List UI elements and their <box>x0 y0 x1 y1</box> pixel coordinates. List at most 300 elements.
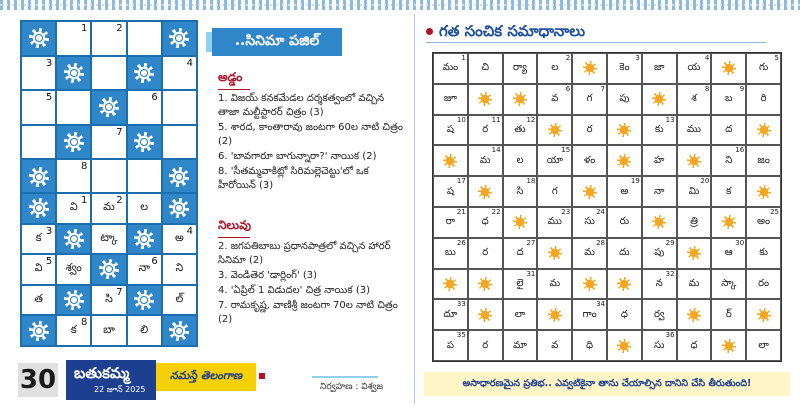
sun-icon <box>548 308 562 322</box>
answer-cell <box>433 176 468 207</box>
credit-line: నిర్వహణ : విశ్వజ <box>320 382 384 392</box>
answer-cell <box>468 207 503 238</box>
sun-icon <box>478 277 492 291</box>
answer-clue-number: 23 <box>561 207 571 216</box>
answer-letter: మ <box>584 247 595 259</box>
clue-number: 5 <box>45 256 53 268</box>
answer-block-cell <box>607 330 642 361</box>
grid-cell <box>127 254 162 285</box>
answer-letter: ళం <box>583 154 596 166</box>
answer-cell <box>537 53 572 84</box>
across-clue-list <box>218 92 408 194</box>
cell-letter: బా <box>103 322 115 336</box>
sun-icon <box>687 246 701 260</box>
grid-cell <box>162 285 197 316</box>
answer-cell <box>433 84 468 115</box>
answer-letter: రి <box>760 93 767 105</box>
cell-letter: అ <box>174 230 184 244</box>
footer-quote: అసాధారణమైన ప్రతిభ.. ఎవ్వటికైనా తాను చేయాల్సిన దానిని చేసి తీరుతుంది! <box>424 372 790 396</box>
answer-block-cell <box>468 84 503 115</box>
sun-icon <box>617 123 631 137</box>
flower-icon <box>169 167 189 187</box>
answer-clue-number: 12 <box>526 115 536 124</box>
answer-block-cell <box>433 269 468 300</box>
answer-cell <box>572 115 607 146</box>
grid-cell <box>127 90 162 125</box>
answer-letter: శ <box>691 93 697 105</box>
grid-block-cell <box>21 315 56 346</box>
answer-cell <box>468 53 503 84</box>
answer-letter: బు <box>444 247 456 259</box>
clue-number: 1 <box>81 195 88 206</box>
answer-block-cell <box>537 299 572 330</box>
answer-clue-number: 4 <box>704 54 710 62</box>
answer-cell <box>537 330 572 361</box>
flower-icon <box>29 28 49 48</box>
clue-number: 2 <box>116 195 123 206</box>
grid-block-cell <box>127 125 162 160</box>
answer-cell <box>711 269 746 300</box>
grid-block-cell <box>162 315 197 346</box>
sun-icon <box>722 339 736 353</box>
grid-cell <box>56 90 91 125</box>
answer-cell <box>711 176 746 207</box>
sun-icon <box>757 308 771 322</box>
grid-cell <box>91 193 126 224</box>
answer-cell <box>746 207 781 238</box>
cell-letter: ల <box>140 200 149 214</box>
grid-block-cell <box>21 193 56 224</box>
answer-cell <box>746 330 781 361</box>
grid-cell <box>56 315 91 346</box>
answer-block-cell <box>607 269 642 300</box>
answer-clue-number: 32 <box>665 269 675 278</box>
flower-icon <box>29 198 49 218</box>
clue-number: 4 <box>186 225 193 237</box>
answer-cell <box>746 53 781 84</box>
answer-cell <box>642 269 677 300</box>
clue-number: 6 <box>151 92 158 104</box>
brand-name: బతుకమ్మ <box>74 364 130 382</box>
clue-number: 3 <box>45 225 53 237</box>
answer-cell <box>746 84 781 115</box>
flower-icon <box>64 63 84 83</box>
answer-letter: ర <box>482 339 489 351</box>
answer-letter: వ <box>551 93 559 105</box>
brand-dot-icon <box>259 373 265 379</box>
sun-icon <box>513 215 527 229</box>
answer-letter: మ <box>479 154 491 166</box>
answer-clue-number: 15 <box>561 146 571 155</box>
answer-letter: రు <box>619 216 630 228</box>
answer-cell <box>433 330 468 361</box>
answer-cell <box>433 299 468 330</box>
answer-letter: గు <box>758 62 769 74</box>
grid-cell <box>91 125 126 160</box>
answer-block-cell <box>677 145 712 176</box>
answer-cell <box>677 269 712 300</box>
sun-icon <box>757 185 771 199</box>
answer-cell <box>642 145 677 176</box>
answer-cell <box>503 238 538 269</box>
cell-letter: లి <box>140 322 149 336</box>
clue-number: 1 <box>81 23 88 34</box>
answer-cell <box>433 53 468 84</box>
answer-cell <box>642 299 677 330</box>
answer-letter: గాం <box>582 308 597 320</box>
answer-clue-number: 1 <box>461 54 466 62</box>
answer-letter: వ <box>551 339 559 351</box>
grid-block-cell <box>162 193 197 224</box>
answer-clue-number: 6 <box>565 84 571 93</box>
answer-block-cell <box>468 299 503 330</box>
grid-cell <box>21 254 56 285</box>
answer-cell <box>503 269 538 300</box>
answer-grid <box>432 52 782 362</box>
grid-cell <box>162 254 197 285</box>
answer-cell <box>677 207 712 238</box>
grid-cell <box>162 224 197 255</box>
answer-letter: ర <box>482 123 489 135</box>
grid-cell <box>162 125 197 160</box>
answer-cell <box>468 330 503 361</box>
cell-letter: ని <box>175 261 184 275</box>
answer-cell <box>503 176 538 207</box>
answer-letter: దు <box>619 247 630 259</box>
grid-block-cell <box>127 224 162 255</box>
sun-icon <box>478 308 492 322</box>
answer-letter: మా <box>513 339 527 351</box>
answer-letter: ల <box>516 154 524 166</box>
sun-icon <box>722 61 736 75</box>
answer-letter: ము <box>686 123 702 135</box>
answer-block-cell <box>677 238 712 269</box>
answer-letter: ధ <box>690 339 698 351</box>
answer-cell <box>607 299 642 330</box>
grid-cell <box>21 125 56 160</box>
answer-cell <box>572 238 607 269</box>
answer-clue-number: 19 <box>630 177 640 186</box>
answer-cell <box>607 238 642 269</box>
answer-letter: య <box>687 62 701 74</box>
answer-cell <box>503 299 538 330</box>
sun-icon <box>583 185 597 199</box>
down-heading: నిలువు <box>218 218 251 235</box>
answer-cell <box>642 238 677 269</box>
answer-letter: రా <box>445 216 456 228</box>
answer-cell <box>677 84 712 115</box>
answer-clue-number: 30 <box>735 238 745 247</box>
grid-cell <box>162 90 197 125</box>
answer-clue-number: 5 <box>774 54 779 62</box>
answer-letter: ర్యా <box>513 62 527 74</box>
puzzle-grid-empty <box>20 20 198 195</box>
flower-icon <box>169 198 189 218</box>
answer-block-cell <box>572 53 607 84</box>
answer-block-cell <box>746 115 781 146</box>
answer-block-cell <box>503 84 538 115</box>
answer-cell <box>642 330 677 361</box>
grid-block-cell <box>56 224 91 255</box>
answers-title-text: గత సంచిక సమాధానాలు <box>439 22 586 40</box>
answer-cell <box>468 145 503 176</box>
answer-letter: పు <box>654 247 665 259</box>
grid-cell <box>91 159 126 194</box>
grid-cell <box>127 315 162 346</box>
answer-clue-number: 31 <box>526 269 536 278</box>
flower-icon <box>29 167 49 187</box>
grid-block-cell <box>56 125 91 160</box>
clue-number: 3 <box>45 57 53 69</box>
answer-letter: నా <box>654 185 665 197</box>
grid-cell <box>91 21 126 56</box>
answer-cell <box>607 84 642 115</box>
grid-cell <box>127 21 162 56</box>
answer-letter: దూ <box>443 308 458 320</box>
cell-letter: ట్కా <box>100 230 118 244</box>
flower-icon <box>64 290 84 310</box>
answer-clue-number: 22 <box>491 207 501 216</box>
answer-clue-number: 35 <box>456 331 466 340</box>
clue-item: 1. విజయ్ కనకమేడల దర్శకత్వంలో వచ్చిన తాజా మల్టీస్టారర్ చిత్రం (3) <box>218 93 385 118</box>
answer-letter: జం <box>757 154 770 166</box>
answer-cell <box>607 53 642 84</box>
answer-cell <box>503 115 538 146</box>
answer-clue-number: 33 <box>456 300 466 309</box>
answer-block-cell <box>711 207 746 238</box>
cell-letter: త <box>34 292 43 306</box>
answer-block-cell <box>746 176 781 207</box>
answer-clue-number: 36 <box>665 331 675 340</box>
sun-icon <box>687 154 701 168</box>
answer-cell <box>746 145 781 176</box>
answer-cell <box>642 176 677 207</box>
grid-block-cell <box>21 159 56 194</box>
grid-cell <box>91 224 126 255</box>
flower-icon <box>99 259 119 279</box>
sun-icon <box>548 246 562 260</box>
sun-icon <box>583 277 597 291</box>
answer-letter: మ <box>688 277 700 289</box>
cell-letter: శ్వం <box>65 261 82 275</box>
grid-block-cell <box>127 56 162 91</box>
grid-cell <box>21 56 56 91</box>
answer-letter: ధి <box>586 339 594 351</box>
grid-block-cell <box>56 56 91 91</box>
answer-cell <box>572 330 607 361</box>
answer-clue-number: 21 <box>456 207 466 216</box>
answer-letter: హ <box>654 154 665 166</box>
grid-cell <box>21 224 56 255</box>
grid-block-cell <box>56 285 91 316</box>
puzzle-grid-filled <box>20 192 198 347</box>
answer-letter: మి <box>688 185 700 197</box>
answer-cell <box>677 53 712 84</box>
answer-cell <box>537 176 572 207</box>
grid-block-cell <box>162 21 197 56</box>
answer-cell <box>503 53 538 84</box>
sun-icon <box>652 215 666 229</box>
clue-number: 7 <box>116 286 123 298</box>
sun-icon <box>687 308 701 322</box>
answer-block-cell <box>607 115 642 146</box>
clue-number: 6 <box>151 256 158 268</box>
answer-clue-number: 3 <box>635 54 640 62</box>
grid-cell <box>162 56 197 91</box>
cell-letter: క <box>70 322 77 336</box>
cell-letter: క <box>35 230 42 244</box>
answer-letter: ష <box>446 123 454 135</box>
grid-cell <box>127 193 162 224</box>
puzzle-title: ..సినిమా పజిల్ <box>212 28 342 56</box>
answers-title <box>426 22 585 44</box>
answer-block-cell <box>607 145 642 176</box>
answers-title-underline <box>426 42 766 43</box>
flower-icon <box>29 321 49 341</box>
answer-cell <box>572 84 607 115</box>
answer-letter: ర <box>586 123 593 135</box>
answer-clue-number: 16 <box>735 146 745 155</box>
sun-icon <box>617 277 631 291</box>
answer-letter: కెం <box>619 62 630 74</box>
flower-icon <box>134 229 154 249</box>
answer-letter: సు <box>653 339 665 351</box>
answer-letter: గ <box>586 93 593 105</box>
answer-letter: పు <box>619 93 630 105</box>
answer-letter: మ <box>549 277 561 289</box>
sun-icon <box>617 339 631 353</box>
answer-block-cell <box>746 299 781 330</box>
across-heading: అడ్డం <box>218 70 242 87</box>
answer-clue-number: 11 <box>491 115 501 124</box>
answer-cell <box>537 207 572 238</box>
answer-letter: ష <box>446 185 454 197</box>
answer-block-cell <box>537 115 572 146</box>
grid-cell <box>91 315 126 346</box>
cell-letter: నా <box>138 261 150 275</box>
answer-cell <box>746 238 781 269</box>
grid-cell <box>56 21 91 56</box>
grid-block-cell <box>21 21 56 56</box>
answer-letter: గ <box>551 185 558 197</box>
sun-icon <box>722 215 736 229</box>
cell-letter: వి <box>34 261 43 275</box>
answer-letter: స్కా <box>721 277 737 289</box>
sun-icon <box>548 123 562 137</box>
answer-block-cell <box>711 330 746 361</box>
flower-icon <box>134 132 154 152</box>
bullet-icon <box>426 28 433 35</box>
answer-clue-number: 20 <box>700 177 710 186</box>
answer-letter: యా <box>546 154 563 166</box>
answer-letter: ద <box>725 123 733 135</box>
answer-clue-number: 34 <box>596 300 605 309</box>
flower-icon <box>64 132 84 152</box>
brand-block <box>66 360 156 400</box>
sun-icon <box>583 61 597 75</box>
sun-icon <box>617 154 631 168</box>
grid-block-cell <box>162 159 197 194</box>
answer-cell <box>537 269 572 300</box>
answer-clue-number: 2 <box>565 54 571 62</box>
cell-letter: వి <box>69 200 78 214</box>
sun-icon <box>478 92 492 106</box>
sun-icon <box>443 154 457 168</box>
brand-tagline: నమస్తే తెలంగాణ <box>156 363 256 391</box>
answer-letter: క <box>726 185 732 197</box>
answer-letter: ధ <box>620 308 628 320</box>
clue-number: 4 <box>186 57 193 69</box>
answer-letter: ర్ <box>725 308 732 320</box>
answer-letter: అ <box>620 185 629 197</box>
answer-cell <box>468 238 503 269</box>
flower-icon <box>64 229 84 249</box>
answer-clue-number: 26 <box>456 238 466 247</box>
flower-icon <box>134 63 154 83</box>
answer-letter: ర <box>482 247 489 259</box>
grid-block-cell <box>127 285 162 316</box>
flower-icon <box>99 97 119 117</box>
grid-cell <box>21 90 56 125</box>
flower-icon <box>134 290 154 310</box>
answer-block-cell <box>433 145 468 176</box>
answer-letter: ము <box>547 216 562 228</box>
answer-clue-number: 10 <box>456 115 466 124</box>
column-divider <box>414 14 415 404</box>
answer-cell <box>711 238 746 269</box>
answer-block-cell <box>711 53 746 84</box>
answer-letter: ఆ <box>724 247 733 259</box>
answer-cell <box>677 330 712 361</box>
clue-item: 3. వెండితెర 'డార్లింగ్' (3) <box>218 270 318 281</box>
answer-block-cell <box>468 269 503 300</box>
answer-letter: మం <box>442 62 459 74</box>
answer-cell <box>433 115 468 146</box>
answer-cell <box>572 299 607 330</box>
clue-item: 6. 'బావగారూ బాగున్నారా?' నాయిక (2) <box>218 151 377 162</box>
sun-icon <box>757 123 771 137</box>
answer-block-cell <box>642 207 677 238</box>
sun-icon <box>478 185 492 199</box>
sun-icon <box>652 92 666 106</box>
answer-letter: ధ <box>481 216 489 228</box>
clue-item: 7. రామకృష్ణ, వాణిశ్రీ జంటగా 70ల నాటి చిత్రం (2) <box>218 300 398 325</box>
clue-item: 4. 'ఏప్రిల్ 1 విడుదల' చిత్ర నాయిక (3) <box>218 285 370 296</box>
answer-cell <box>711 84 746 115</box>
grid-cell <box>56 193 91 224</box>
grid-cell <box>21 285 56 316</box>
down-clue-list <box>218 240 408 328</box>
clue-item: 5. శారద, కాంతారావు జంటగా 60ల నాటి చిత్రం (2) <box>218 122 403 147</box>
answer-clue-number: 28 <box>596 238 605 247</box>
grid-cell <box>91 285 126 316</box>
answer-block-cell <box>572 269 607 300</box>
answer-block-cell <box>537 238 572 269</box>
answer-letter: ని <box>725 154 733 166</box>
answer-letter: రం <box>758 277 770 289</box>
answer-cell <box>572 145 607 176</box>
answer-block-cell <box>677 299 712 330</box>
answer-cell <box>642 115 677 146</box>
answer-cell <box>642 53 677 84</box>
answer-cell <box>537 145 572 176</box>
cell-letter: ల్ <box>175 292 184 306</box>
grid-cell <box>127 159 162 194</box>
answer-block-cell <box>503 207 538 238</box>
answer-letter: కు <box>654 123 664 135</box>
clue-item: 2. జగపతిబాబు ప్రధానపాత్రలో వచ్చిన హారర్ సినిమా (2) <box>218 241 391 266</box>
answer-letter: ద <box>516 247 524 259</box>
